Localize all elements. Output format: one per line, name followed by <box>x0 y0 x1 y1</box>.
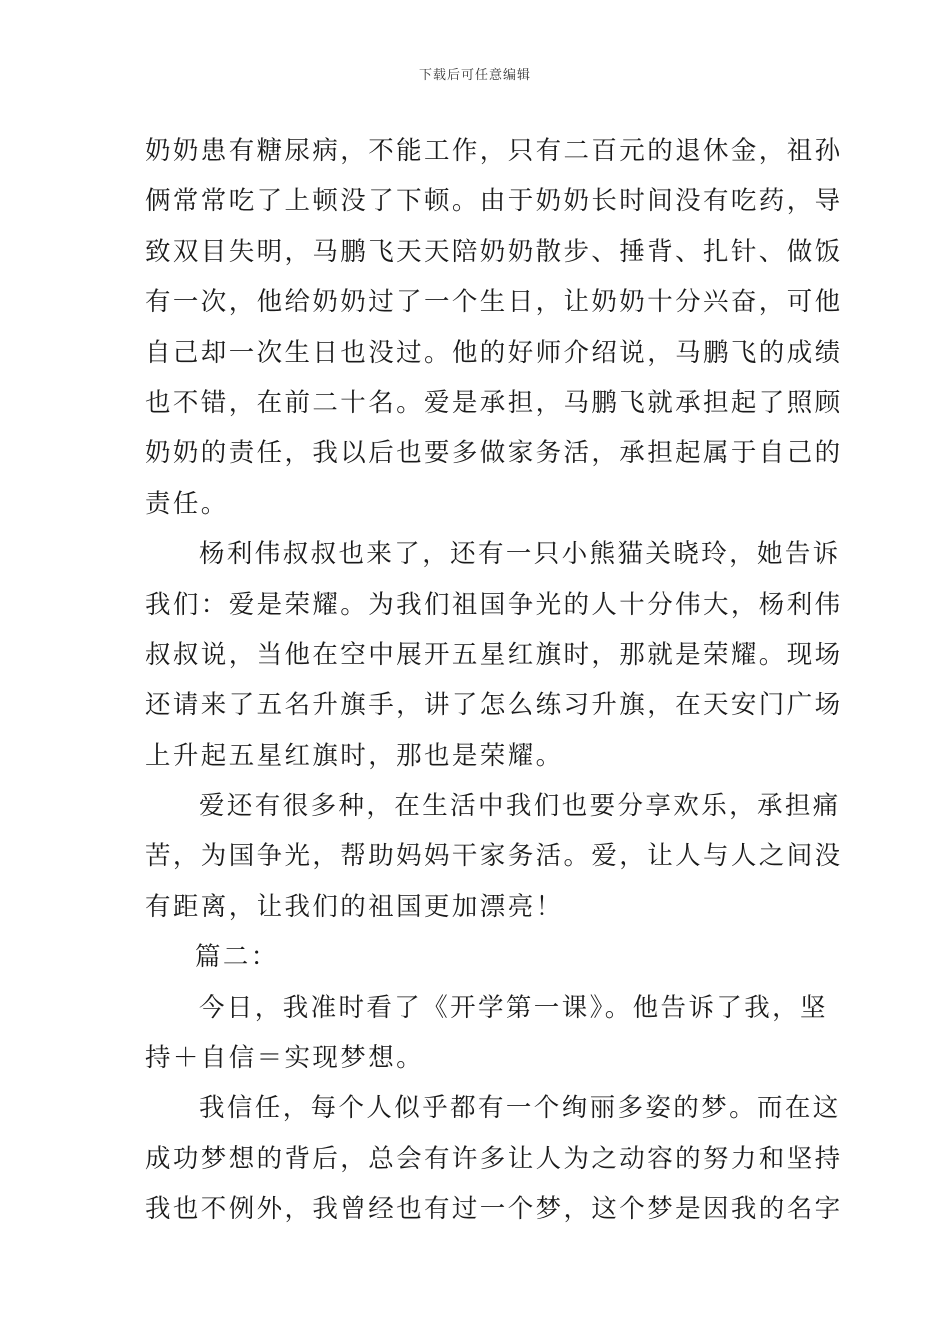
text-line: 成功梦想的背后，总会有许多让人为之动容的努力和坚持 <box>145 1143 843 1174</box>
text-line: 俩常常吃了上顿没了下顿。由于奶奶长时间没有吃药，导 <box>145 186 843 217</box>
paragraph-start-line: 爱还有很多种，在生活中我们也要分享欢乐，承担痛 <box>199 791 841 822</box>
text-line: 持＋自信＝实现梦想。 <box>145 1043 425 1074</box>
paragraph-start-line: 我信任，每个人似乎都有一个绚丽多姿的梦。而在这 <box>199 1093 841 1124</box>
text-line: 还请来了五名升旗手，讲了怎么练习升旗，在天安门广场 <box>145 690 843 721</box>
text-line: 自己却一次生日也没过。他的好师介绍说，马鹏飞的成绩 <box>145 337 843 368</box>
text-line: 责任。 <box>145 488 229 519</box>
text-line: 奶奶的责任，我以后也要多做家务活，承担起属于自己的 <box>145 438 843 469</box>
text-line: 我们：爱是荣耀。为我们祖国争光的人十分伟大，杨利伟 <box>145 589 843 620</box>
section-heading: 篇二： <box>195 942 279 973</box>
text-line: 致双目失明，马鹏飞天天陪奶奶散步、捶背、扎针、做饭 <box>145 236 843 267</box>
text-line: 有一次，他给奶奶过了一个生日，让奶奶十分兴奋，可他 <box>145 287 843 318</box>
paragraph-start-line: 杨利伟叔叔也来了，还有一只小熊猫关晓玲，她告诉 <box>199 539 841 570</box>
document-body <box>145 126 843 1235</box>
text-line: 也不错，在前二十名。爱是承担，马鹏飞就承担起了照顾 <box>145 387 843 418</box>
text-line: 上升起五星红旗时，那也是荣耀。 <box>145 740 564 771</box>
text-line: 叔叔说，当他在空中展开五星红旗时，那就是荣耀。现场 <box>145 639 843 670</box>
text-line: 奶奶患有糖尿病，不能工作，只有二百元的退休金，祖孙 <box>145 136 843 166</box>
text-line: 我也不例外，我曾经也有过一个梦，这个梦是因我的名字 <box>145 1194 843 1225</box>
text-line: 有距离，让我们的祖国更加漂亮！ <box>145 891 564 922</box>
page-header: 下载后可任意编辑 <box>418 68 531 83</box>
text-line: 苦，为国争光，帮助妈妈干家务活。爱，让人与人之间没 <box>145 841 843 872</box>
paragraph-start-line: 今日，我准时看了《开学第一课》。他告诉了我，坚 <box>199 992 828 1023</box>
